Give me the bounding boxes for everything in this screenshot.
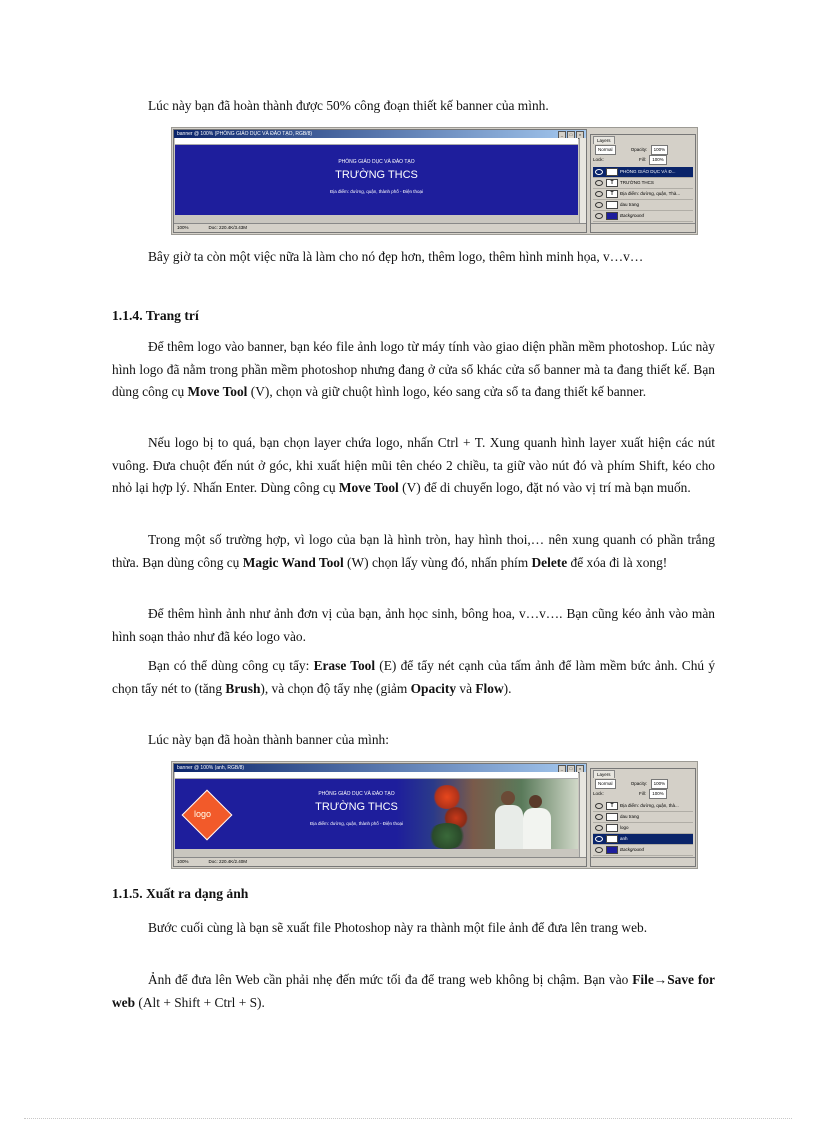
palette-footer bbox=[591, 857, 695, 866]
zoom-level: 100% bbox=[177, 859, 189, 864]
layer-row[interactable]: dau trang bbox=[593, 200, 693, 211]
eye-icon[interactable] bbox=[595, 814, 603, 820]
text-layer-icon: T bbox=[606, 168, 618, 176]
blend-opacity-row bbox=[593, 779, 693, 787]
blend-opacity-row bbox=[593, 145, 693, 153]
palette-footer bbox=[591, 223, 695, 232]
status-bar bbox=[174, 223, 586, 232]
banner-line-3: Địa điểm: đường, quận, thành phố - Điện thoại bbox=[309, 821, 404, 826]
eye-icon[interactable] bbox=[595, 202, 603, 208]
text-layer-icon: T bbox=[606, 179, 618, 187]
heading-trang-tri: 1.1.4. Trang trí bbox=[112, 308, 199, 323]
eye-icon[interactable] bbox=[595, 836, 603, 842]
layer-row[interactable]: T Địa điểm: đường, quận, Thà... bbox=[593, 189, 693, 200]
close-icon: × bbox=[576, 765, 584, 773]
maximize-icon: □ bbox=[567, 131, 575, 139]
close-icon: × bbox=[576, 131, 584, 139]
layer-thumbnail bbox=[606, 835, 618, 843]
layer-row[interactable]: anh bbox=[593, 834, 693, 845]
layer-thumbnail bbox=[606, 846, 618, 854]
fill-input[interactable]: 100% bbox=[649, 155, 667, 165]
opacity-label: Opacity: bbox=[630, 147, 648, 152]
paragraph-erase-tool: Bạn có thể dùng công cụ tẩy: Erase Tool (E) để tẩy nét cạnh của tấm ảnh để làm mềm bức ảnh. Chú ý chọn tẩy nét to (tăng Brush), và chọn độ tẩy nhẹ (giảm Opacity và Flow). bbox=[112, 658, 716, 696]
paragraph-resize-logo: Nếu logo bị to quá, bạn chọn layer chứa logo, nhấn Ctrl + T. Xung quanh hình layer xuất hiện các nút vuông. Đưa chuột đến nút ở góc, khi xuất hiện mũi tên chéo 2 chiều, ta giữ vào nút đó và phím Shift, kéo cho nhỏ lại hợp lý. Nhấn Enter. Dùng công cụ Move Tool (V) để di chuyển logo, đặt nó vào vị trí mà bạn muốn. bbox=[112, 435, 715, 495]
fill-label: Fill: bbox=[639, 157, 647, 162]
arrow-icon: → bbox=[653, 972, 668, 987]
banner-canvas bbox=[175, 779, 578, 849]
layer-row[interactable]: Background bbox=[593, 845, 693, 856]
minimize-icon: _ bbox=[558, 131, 566, 139]
lock-fill-row bbox=[593, 789, 693, 797]
students-photo bbox=[481, 779, 578, 849]
photoshop-screenshot-50-percent bbox=[171, 127, 698, 235]
paragraph-export: Bước cuối cùng là bạn sẽ xuất file Photoshop này ra thành một file ảnh để đưa lên trang web. bbox=[148, 920, 648, 935]
eye-icon[interactable] bbox=[595, 169, 603, 175]
layer-thumbnail bbox=[606, 824, 618, 832]
document-window bbox=[173, 763, 587, 867]
opacity-input[interactable]: 100% bbox=[651, 779, 669, 789]
banner-line-3: Địa điểm: đường, quận, thành phố - Điện thoại bbox=[329, 189, 424, 194]
window-title: banner @ 100% (PHÒNG GIÁO DỤC VÀ ĐÀO TẠO, RGB/8) bbox=[174, 130, 586, 138]
layer-row[interactable]: T PHÒNG GIÁO DỤC VÀ Đ... bbox=[593, 167, 693, 178]
lock-fill-row bbox=[593, 155, 693, 163]
doc-size: Doc: 220.4K/2.40M bbox=[208, 859, 248, 864]
maximize-icon: □ bbox=[567, 765, 575, 773]
layer-row[interactable]: Background bbox=[593, 211, 693, 222]
layer-thumbnail bbox=[606, 201, 618, 209]
fill-label: Fill: bbox=[639, 791, 647, 796]
minimize-icon: _ bbox=[558, 765, 566, 773]
status-bar bbox=[174, 857, 586, 866]
banner-line-1: PHÒNG GIÁO DỤC VÀ ĐÀO TẠO bbox=[338, 159, 415, 165]
lock-label: Lock: bbox=[593, 791, 604, 796]
zoom-level: 100% bbox=[177, 225, 189, 230]
lock-label: Lock: bbox=[593, 157, 604, 162]
layer-row[interactable]: logo bbox=[593, 823, 693, 834]
layers-tab[interactable]: Layers bbox=[593, 770, 615, 778]
layers-palette bbox=[590, 134, 696, 233]
paragraph-save-for-web: Ảnh để đưa lên Web cần phải nhẹ đến mức tối đa để trang web không bị chậm. Bạn vào File→Save for web (Alt + Shift + Ctrl + S). bbox=[112, 972, 715, 1010]
eye-icon[interactable] bbox=[595, 825, 603, 831]
banner-line-1: PHÒNG GIÁO DỤC VÀ ĐÀO TẠO bbox=[318, 791, 395, 797]
vertical-scrollbar[interactable] bbox=[579, 138, 586, 224]
banner-top-strip bbox=[175, 138, 578, 145]
layer-row[interactable]: T Địa điểm: đường, quận, thà... bbox=[593, 801, 693, 812]
paragraph-intro-50: Lúc này bạn đã hoàn thành được 50% công đoạn thiết kế banner của mình. bbox=[148, 98, 549, 113]
opacity-input[interactable]: 100% bbox=[651, 145, 669, 155]
paragraph-add-images: Để thêm hình ảnh như ảnh đơn vị của bạn, ảnh học sinh, bông hoa, v…v…. Bạn cũng kéo ảnh vào màn hình soạn thảo như đã kéo logo vào. bbox=[112, 606, 715, 644]
text-layer-icon: T bbox=[606, 802, 618, 810]
banner-line-2: TRƯỜNG THCS bbox=[315, 801, 398, 813]
blend-mode-select[interactable]: Normal bbox=[595, 145, 616, 155]
vertical-scrollbar[interactable] bbox=[579, 772, 586, 858]
layer-row[interactable]: T TRƯỜNG THCS bbox=[593, 178, 693, 189]
window-title: banner @ 100% (anh, RGB/8) bbox=[174, 764, 586, 772]
banner-canvas bbox=[175, 145, 578, 215]
banner-line-2: TRƯỜNG THCS bbox=[335, 169, 418, 181]
page-bottom-border bbox=[24, 1118, 792, 1119]
layers-palette bbox=[590, 768, 696, 867]
banner-top-strip bbox=[175, 772, 578, 779]
opacity-label: Opacity: bbox=[630, 781, 648, 786]
text-layer-icon: T bbox=[606, 190, 618, 198]
flower-photo bbox=[427, 779, 477, 849]
photoshop-screenshot-final bbox=[171, 761, 698, 869]
paragraph-banner-done: Lúc này bạn đã hoàn thành banner của mình: bbox=[148, 732, 389, 747]
paragraph-next-step: Bây giờ ta còn một việc nữa là làm cho nó đẹp hơn, thêm logo, thêm hình minh họa, v…v… bbox=[148, 249, 644, 264]
paragraph-add-logo: Để thêm logo vào banner, bạn kéo file ảnh logo từ máy tính vào giao diện phần mềm photoshop. Lúc này hình logo đã nằm trong phần mềm photoshop nhưng đang ở cửa sổ khác cửa sổ banner mà ta đang thiết kế. Bạn dùng công cụ Move Tool (V), chọn và giữ chuột hình logo, kéo sang cửa sổ ta đang thiết kế banner. bbox=[112, 339, 715, 399]
eye-icon[interactable] bbox=[595, 191, 603, 197]
eye-icon[interactable] bbox=[595, 180, 603, 186]
layers-tab[interactable]: Layers bbox=[593, 136, 615, 144]
eye-icon[interactable] bbox=[595, 847, 603, 853]
layer-thumbnail bbox=[606, 813, 618, 821]
blend-mode-select[interactable]: Normal bbox=[595, 779, 616, 789]
eye-icon[interactable] bbox=[595, 213, 603, 219]
paragraph-magic-wand: Trong một số trường hợp, vì logo của bạn là hình tròn, hay hình thoi,… nên xung quanh có phần trắng thừa. Bạn dùng công cụ Magic Wand Tool (W) chọn lấy vùng đó, nhấn phím Delete để xóa đi là xong! bbox=[112, 532, 715, 570]
layer-thumbnail bbox=[606, 212, 618, 220]
document-window bbox=[173, 129, 587, 233]
eye-icon[interactable] bbox=[595, 803, 603, 809]
heading-xuat-anh: 1.1.5. Xuất ra dạng ảnh bbox=[112, 886, 249, 901]
layer-row[interactable]: dau trang bbox=[593, 812, 693, 823]
doc-size: Doc: 220.4K/3.43M bbox=[208, 225, 248, 230]
fill-input[interactable]: 100% bbox=[649, 789, 667, 799]
logo-text: logo bbox=[194, 809, 212, 819]
